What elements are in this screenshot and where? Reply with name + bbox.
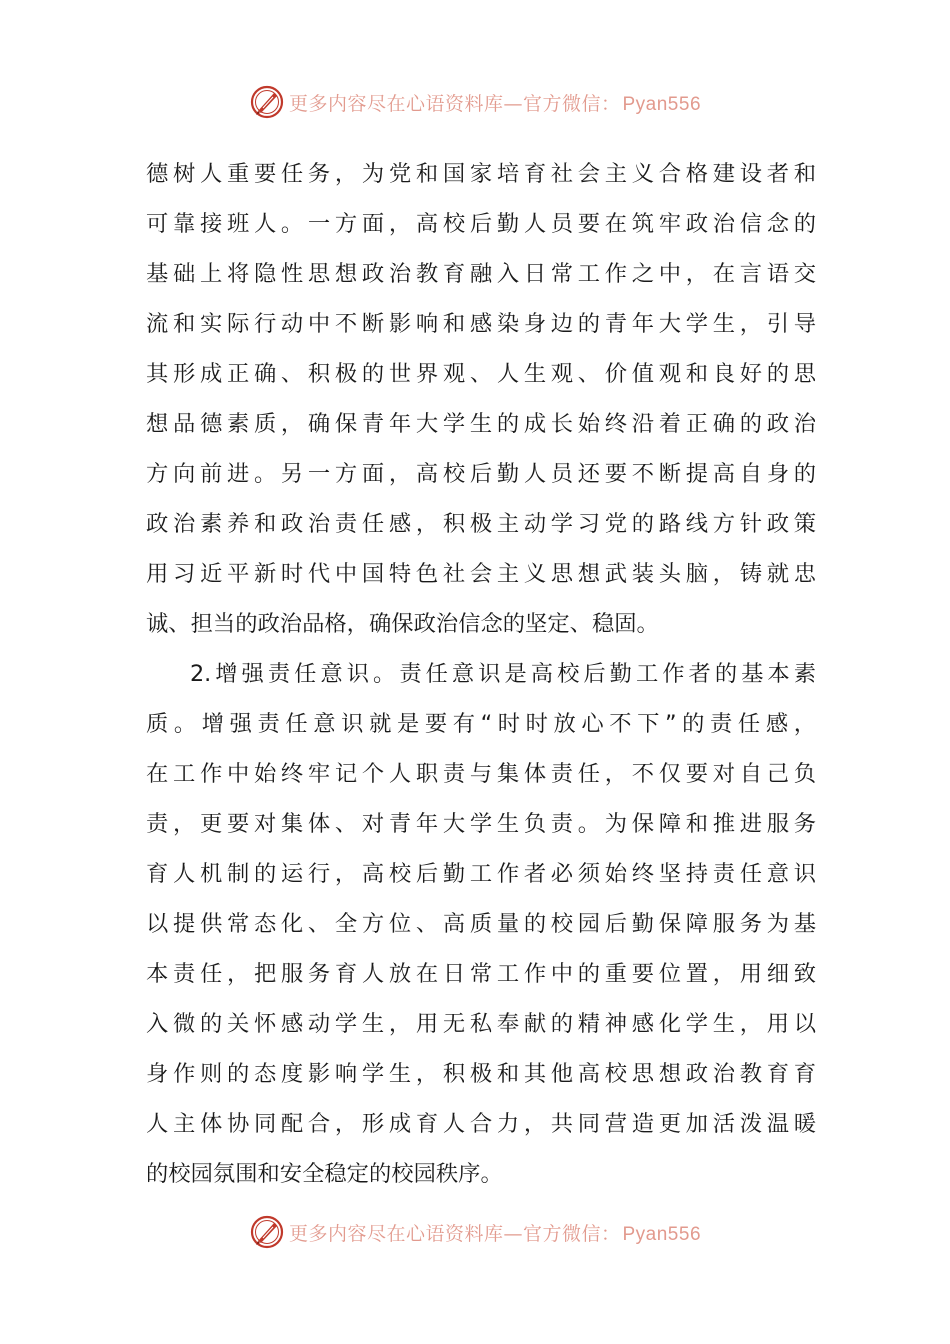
text-line: 其形成正确、积极的世界观、人生观、价值观和良好的思 [146, 361, 816, 387]
pen-circle-logo-icon [249, 84, 285, 120]
banner-text-cn: 更多内容尽在心语资料库—官方微信： [288, 92, 621, 115]
banner-text-cn: 更多内容尽在心语资料库—官方微信： [288, 1222, 621, 1245]
paragraph-2 [146, 649, 816, 1199]
document-body [146, 149, 816, 1199]
paragraph-1 [146, 149, 816, 649]
text-line: 身作则的态度影响学生，积极和其他高校思想政治教育育 [146, 1061, 816, 1087]
text-line: 的校园氛围和安全稳定的校园秩序。 [146, 1161, 503, 1187]
text-line: 本责任，把服务育人放在日常工作中的重要位置，用细致 [146, 961, 816, 987]
text-line: 方向前进。另一方面，高校后勤人员还要不断提高自身的 [146, 461, 816, 487]
text-line: 在工作中始终牢记个人职责与集体责任，不仅要对自己负 [146, 761, 816, 787]
text-line: 责，更要对集体、对青年大学生负责。为保障和推进服务 [146, 811, 816, 837]
header-banner [0, 80, 950, 124]
text-line: 流和实际行动中不断影响和感染身边的青年大学生，引导 [146, 311, 816, 337]
text-line: 德树人重要任务，为党和国家培育社会主义合格建设者和 [146, 161, 816, 187]
banner-wechat-id: Pyan556 [622, 1223, 702, 1245]
text-line: 想品德素质，确保青年大学生的成长始终沿着正确的政治 [146, 411, 816, 437]
banner-wechat-id: Pyan556 [622, 93, 702, 115]
text-line: 政治素养和政治责任感，积极主动学习党的路线方针政策 [146, 511, 816, 537]
text-line: 育人机制的运行，高校后勤工作者必须始终坚持责任意识 [146, 861, 816, 887]
text-line: 用习近平新时代中国特色社会主义思想武装头脑，铸就忠 [146, 561, 816, 587]
text-line: 诚、担当的政治品格，确保政治信念的坚定、稳固。 [146, 611, 659, 637]
banner-text [289, 89, 701, 116]
text-line: 可靠接班人。一方面，高校后勤人员要在筑牢政治信念的 [146, 211, 816, 237]
text-line: 人主体协同配合，形成育人合力，共同营造更加活泼温暖 [146, 1111, 816, 1137]
text-line: 入微的关怀感动学生，用无私奉献的精神感化学生，用以 [146, 1011, 816, 1037]
text-line: 2.增强责任意识。责任意识是高校后勤工作者的基本素 [190, 661, 816, 687]
text-line: 以提供常态化、全方位、高质量的校园后勤保障服务为基 [146, 911, 816, 937]
banner-text [289, 1219, 701, 1246]
text-line: 质。增强责任意识就是要有“时时放心不下”的责任感， [146, 711, 816, 737]
text-line: 基础上将隐性思想政治教育融入日常工作之中，在言语交 [146, 261, 816, 287]
footer-banner [0, 1210, 950, 1254]
pen-circle-logo-icon [249, 1214, 285, 1250]
